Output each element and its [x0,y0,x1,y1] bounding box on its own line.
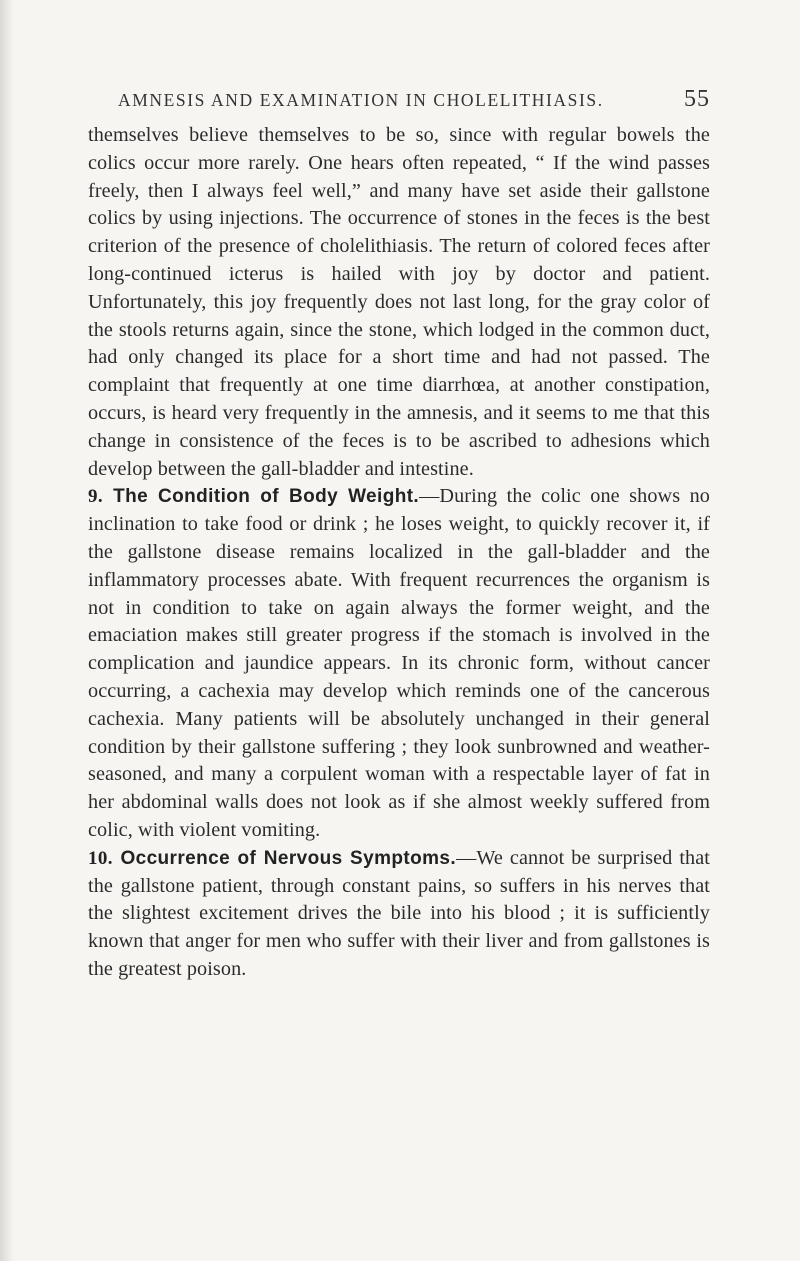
section-10-text: —We cannot be surprised that the gallstone patient, through constant pains, so suffers in his nerves that the slightest excitement drives the bile into his blood ; it is sufficiently known that anger for men who suffer with their liver and from gallstones is the greatest poison. [88,846,710,980]
section-10-heading [88,848,456,869]
page-number: 55 [684,86,710,112]
section-9-paragraph [88,483,710,844]
running-head: AMNESIS AND EXAMINATION IN CHOLELITHIASIS. [118,90,604,110]
page-gutter-shadow [0,0,14,1261]
paragraph-continuation: themselves believe themselves to be so, since with regular bowels the colics occur more rarely. One hears often repeated, “ If the wind passes freely, then I always feel well,” and many have set aside their gallstone colics by using injections. The occurrence of stones in the feces is the best criterion of the presence of cholelithiasis. The return of colored feces after long-continued icterus is hailed with joy by doctor and patient. Unfortunately, this joy frequently does not last long, for the gray color of the stools returns again, since the stone, which lodged in the common duct, had only changed its place for a short time and had not passed. The complaint that frequently at one time diarrhœa, at another constipation, occurs, is heard very frequently in the amnesis, and it seems to me that this change in consistence of the feces is to be ascribed to adhesions which develop between the gall-bladder and intestine. [88,124,710,480]
section-10-paragraph [88,845,710,984]
section-9-heading [88,486,419,507]
section-9-text: —During the colic one shows no inclination to take food or drink ; he loses weight, to quickly recover it, if the gallstone disease remains localized in the gall-bladder and the inflammatory processes abate. With frequent recurrences the organism is not in condition to take on again always the former weight, and the emaciation makes still greater progress if the stomach is involved in the complication and jaundice appears. In its chronic form, without cancer occurring, a cachexia may develop which reminds one of the cancerous cachexia. Many patients will be absolutely unchanged in their general condition by their gallstone suffering ; they look sunbrowned and weather-seasoned, and many a corpulent woman with a respectable layer of fat in her abdominal walls does not look as if she almost weekly suffered from colic, with violent vomiting. [88,485,710,841]
section-10-title: Occurrence of Nervous Symptoms. [120,847,457,869]
page-header [118,88,710,118]
section-9-title: The Condition of Body Weight. [113,486,420,508]
section-10-number: 10. [88,847,113,869]
body-text [88,122,710,984]
section-9-number: 9. [88,486,104,508]
